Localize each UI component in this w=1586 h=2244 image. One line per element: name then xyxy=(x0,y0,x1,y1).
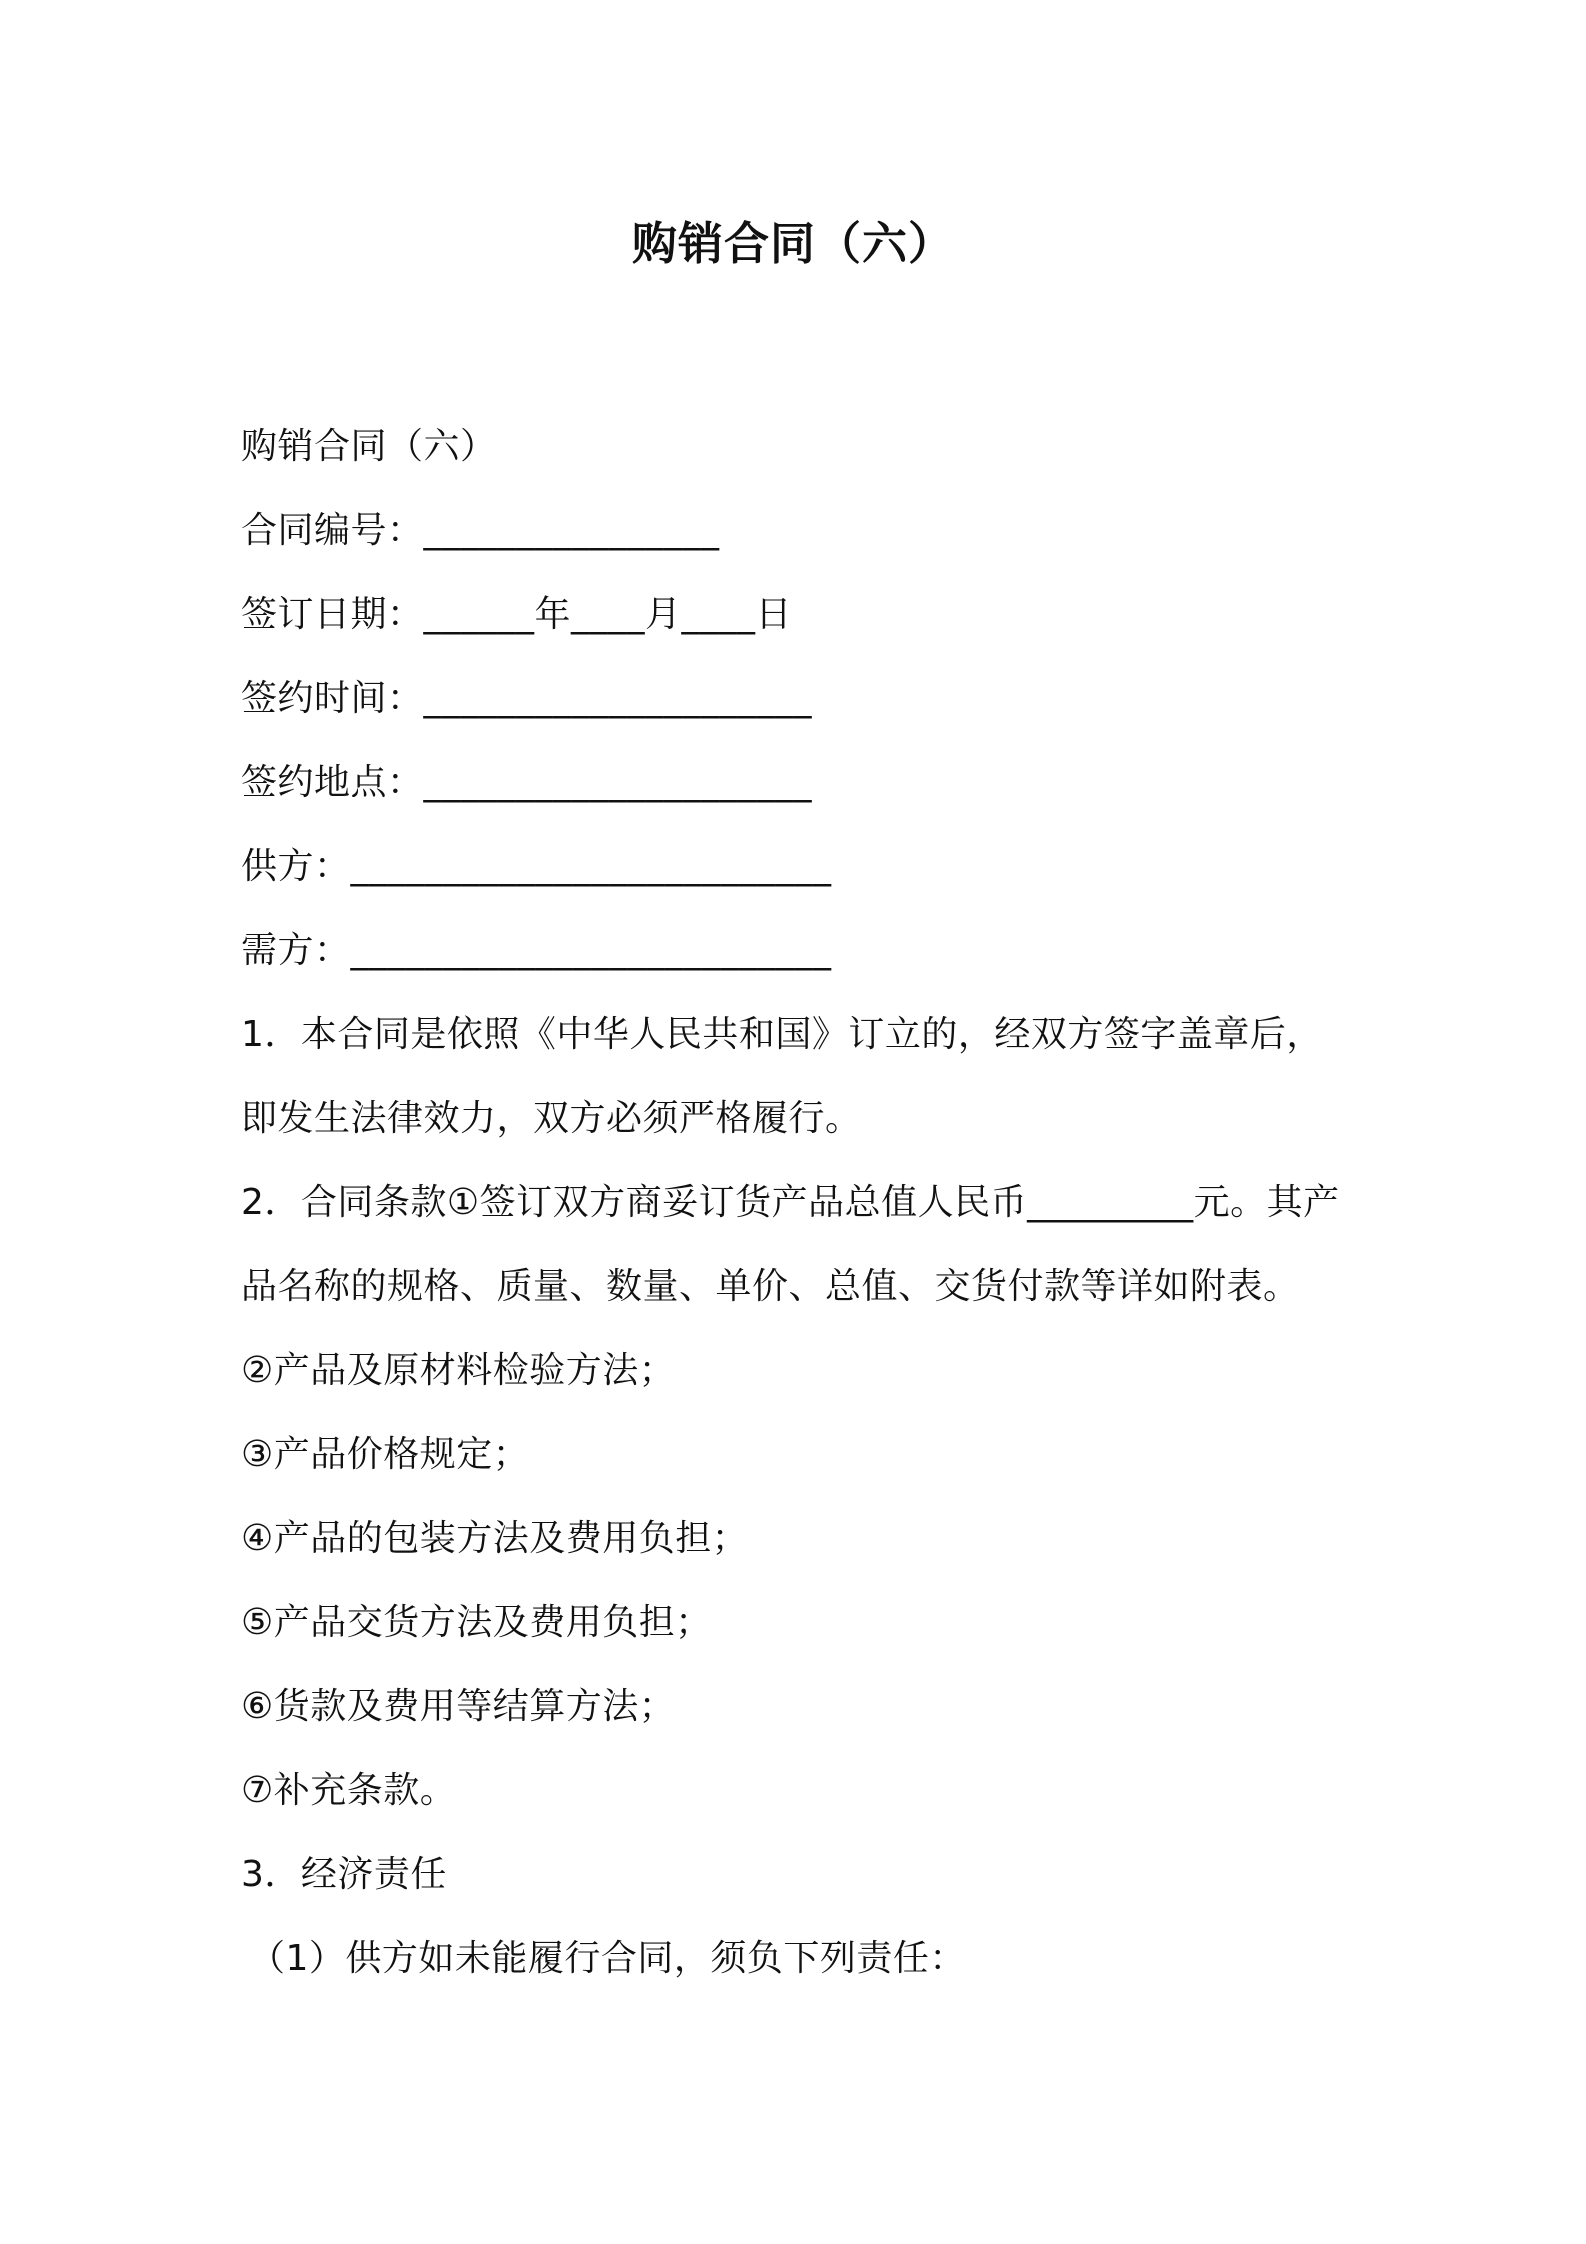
signing-place-line: 签约地点：_____________________ xyxy=(241,762,813,803)
document-body xyxy=(241,405,1361,2001)
clause-2-item-5: ⑤产品交货方法及费用负担； xyxy=(241,1602,712,1643)
signing-date-line: 签订日期：______年____月____日 xyxy=(241,594,793,635)
signing-time-line: 签约时间：_____________________ xyxy=(241,678,813,719)
clause-3-subitem-1: （1）供方如未能履行合同，须负下列责任： xyxy=(249,1938,966,1979)
contract-heading-line: 购销合同（六） xyxy=(241,426,497,467)
clause-1-line-1: 1．本合同是依照《中华人民共和国》订立的，经双方签字盖章后， xyxy=(241,1014,1323,1055)
clause-2-item-6: ⑥货款及费用等结算方法； xyxy=(241,1686,676,1727)
clause-2-line-2: 品名称的规格、质量、数量、单价、总值、交货付款等详如附表。 xyxy=(241,1266,1300,1307)
clause-2-item-3: ③产品价格规定； xyxy=(241,1434,530,1475)
clause-2-item-2: ②产品及原材料检验方法； xyxy=(241,1350,676,1391)
clause-1-line-2: 即发生法律效力，双方必须严格履行。 xyxy=(241,1098,862,1139)
buyer-line: 需方：__________________________ xyxy=(241,930,832,971)
document-title: 购销合同（六） xyxy=(631,217,954,270)
contract-number-line: 合同编号：________________ xyxy=(241,510,720,551)
clause-3-heading: 3．经济责任 xyxy=(241,1854,447,1895)
clause-2-item-4: ④产品的包装方法及费用负担； xyxy=(241,1518,749,1559)
clause-2-item-7: ⑦补充条款。 xyxy=(241,1770,457,1811)
clause-2-line-1: 2．合同条款①签订双方商妥订货产品总值人民币_________元。其产 xyxy=(241,1182,1340,1223)
supplier-line: 供方：__________________________ xyxy=(241,846,832,887)
